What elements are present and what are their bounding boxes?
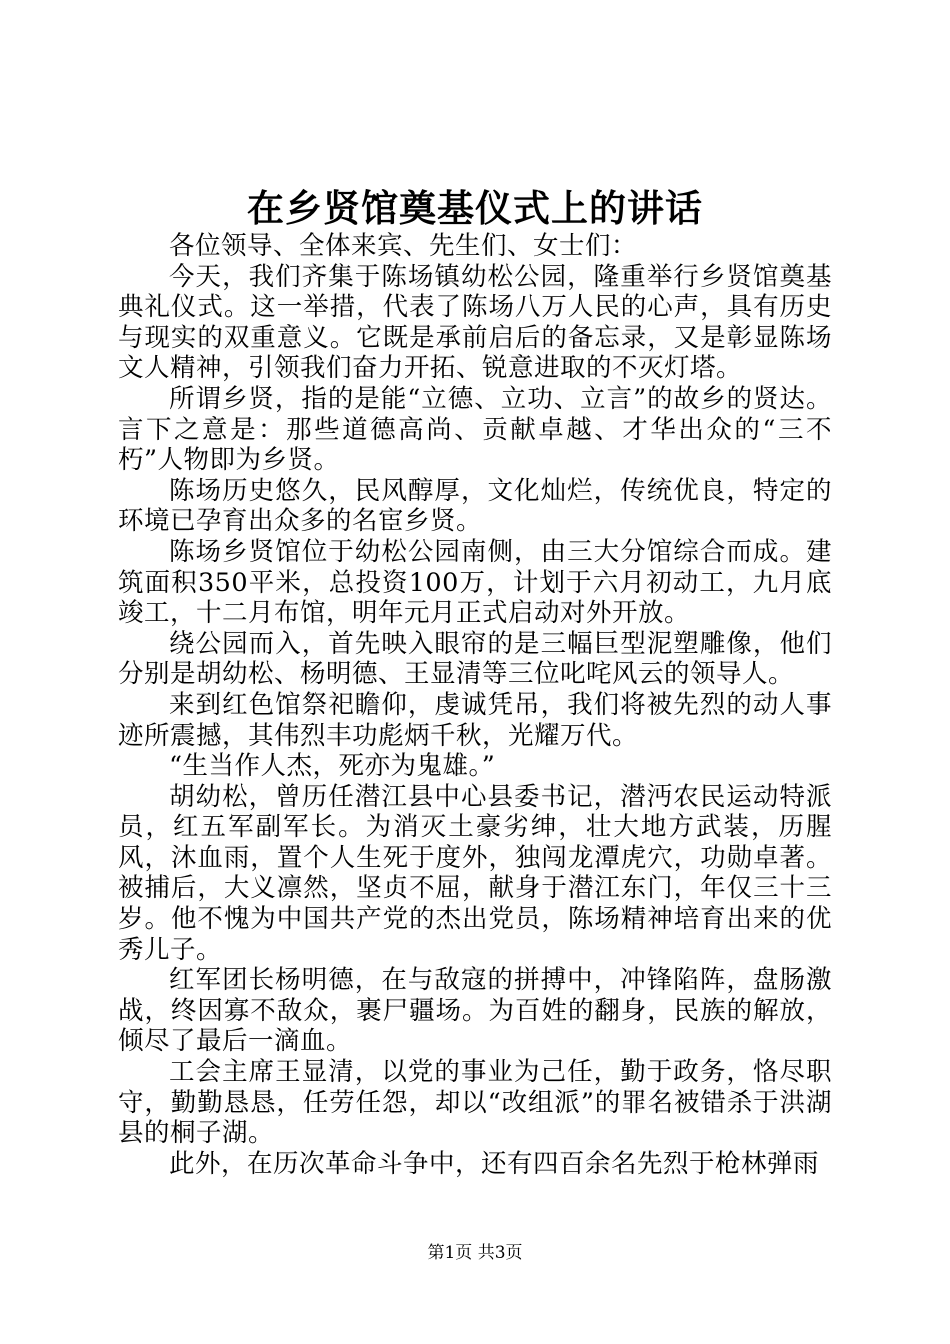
paragraph: 绕公园而入，首先映入眼帘的是三幅巨型泥塑雕像，他们分别是胡幼松、杨明德、王显清等三位叱咤风云的领导人。 (118, 628, 832, 690)
paragraph: 所谓乡贤，指的是能“立德、立功、立言”的故乡的贤达。言下之意是：那些道德高尚、贡献卓越、才华出众的“三不朽”人物即为乡贤。 (118, 383, 832, 476)
paragraph: 红军团长杨明德，在与敌寇的拼搏中，冲锋陷阵，盘肠激战，终因寡不敌众，裹尸疆场。为百姓的翻身，民族的解放，倾尽了最后一滴血。 (118, 965, 832, 1057)
paragraph: 来到红色馆祭祀瞻仰，虔诚凭吊，我们将被先烈的动人事迹所震撼，其伟烈丰功彪炳千秋，光耀万代。 (118, 689, 832, 751)
paragraph: 此外，在历次革命斗争中，还有四百余名先烈于枪林弹雨 (169, 1148, 820, 1179)
paragraph: 陈场乡贤馆位于幼松公园南侧，由三大分馆综合而成。建筑面积350平米，总投资100万，计划于六月初动工，九月底竣工，十二月布馆，明年元月正式启动对外开放。 (118, 536, 832, 629)
page-footer: 第1页 共3页 (427, 1243, 523, 1263)
document-body (118, 231, 832, 1179)
paragraph: 陈场历史悠久，民风醇厚，文化灿烂，传统优良，特定的环境已孕育出众多的名宦乡贤。 (118, 475, 832, 537)
paragraph-quote: “生当作人杰，死亦为鬼雄。” (169, 751, 496, 782)
paragraph: 今天，我们齐集于陈场镇幼松公园，隆重举行乡贤馆奠基典礼仪式。这一举措，代表了陈场八万人民的心声，具有历史与现实的双重意义。它既是承前启后的备忘录，又是彰显陈场文人精神，引领我们奋力开拓、锐意进取的不灭灯塔。 (118, 261, 832, 384)
document-title: 在乡贤馆奠基仪式上的讲话 (247, 186, 703, 230)
paragraph-salutation: 各位领导、全体来宾、先生们、女士们： (169, 231, 638, 261)
paragraph: 胡幼松，曾历任潜江县中心县委书记，潜沔农民运动特派员，红五军副军长。为消灭土豪劣绅，壮大地方武装，历腥风，沐血雨，置个人生死于度外，独闯龙潭虎穴，功勋卓著。被捕后，大义凛然，坚贞不屈，献身于潜江东门，年仅三十三岁。他不愧为中国共产党的杰出党员，陈场精神培育出来的优秀儿子。 (118, 781, 832, 965)
paragraph: 工会主席王显清，以党的事业为己任，勤于政务，恪尽职守，勤勤恳恳，任劳任怨，却以“改组派”的罪名被错杀于洪湖县的桐子湖。 (118, 1057, 832, 1149)
